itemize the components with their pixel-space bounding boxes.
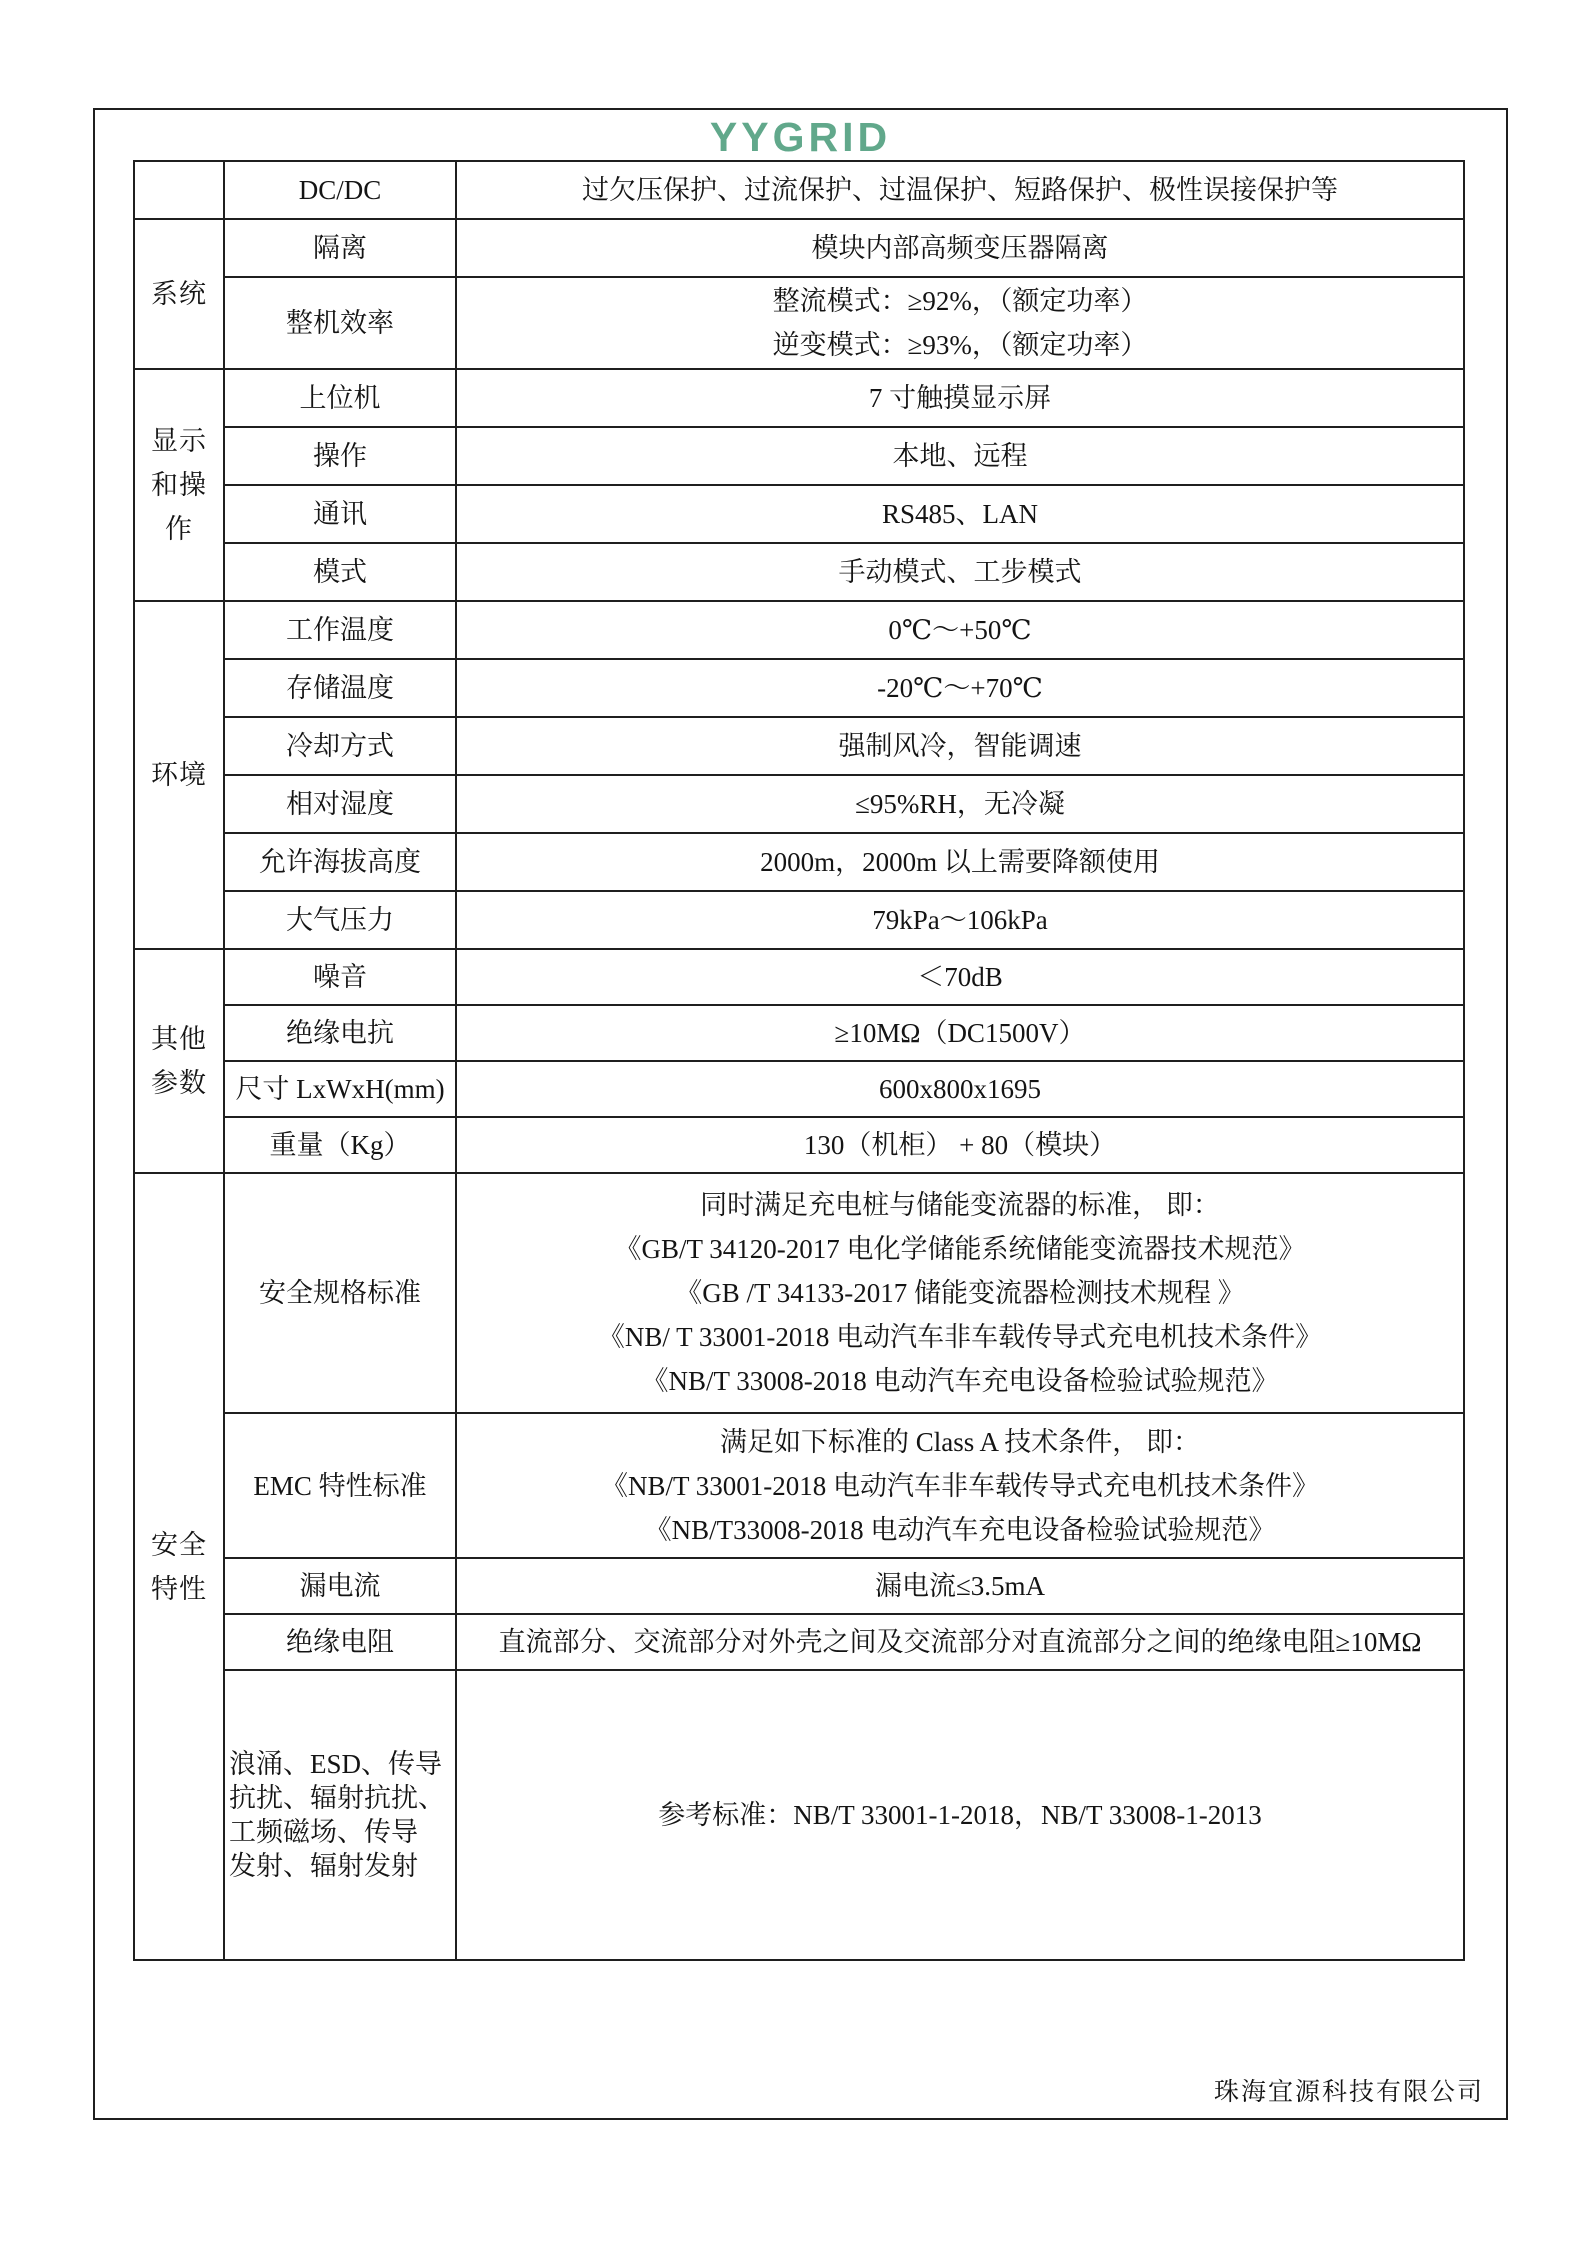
param-cell [224, 219, 456, 277]
category-label: 安全 [151, 1529, 207, 1560]
value-cell [456, 1173, 1464, 1413]
category-label: 系统 [151, 279, 207, 309]
value-text: 满足如下标准的 Class A 技术条件， 即： [719, 1426, 1201, 1457]
table-row [134, 219, 1464, 277]
table-row [134, 369, 1464, 427]
param-label: 噪音 [313, 962, 367, 992]
value-text: 《NB/ T 33001-2018 电动汽车非车载传导式充电机技术条件》 [597, 1322, 1323, 1352]
value-cell [456, 1061, 1464, 1117]
table-row [134, 1061, 1464, 1117]
value-cell [456, 543, 1464, 601]
param-cell [224, 659, 456, 717]
table-row [134, 1117, 1464, 1173]
table-row [134, 717, 1464, 775]
value-cell [456, 369, 1464, 427]
table-row [134, 833, 1464, 891]
value-cell [456, 485, 1464, 543]
value-text: ≤95%RH，无冷凝 [855, 789, 1065, 819]
value-text: -20℃～+70℃ [877, 673, 1043, 703]
param-label: 工频磁场、传导 [229, 1817, 418, 1847]
param-label: 浪涌、ESD、传导 [229, 1749, 443, 1779]
param-cell [224, 543, 456, 601]
value-cell [456, 1117, 1464, 1173]
category-cell-system [134, 219, 224, 369]
spec-table [133, 160, 1465, 1961]
value-text: ＜70dB [917, 962, 1003, 992]
table-row [134, 427, 1464, 485]
param-label: 冷却方式 [286, 731, 394, 761]
param-cell [224, 1558, 456, 1614]
value-text: 整流模式：≥92%，（额定功率） [772, 286, 1148, 316]
param-label: 尺寸 LxWxH(mm) [235, 1074, 445, 1104]
page-border [93, 108, 1508, 2120]
param-label: 绝缘电抗 [286, 1018, 394, 1048]
value-text: 2000m，2000m 以上需要降额使用 [760, 847, 1160, 877]
param-cell [224, 1614, 456, 1670]
value-text: 79kPa～106kPa [872, 905, 1048, 935]
table-row [134, 601, 1464, 659]
param-cell [224, 833, 456, 891]
category-label: 其他 [151, 1024, 207, 1054]
value-text: 600x800x1695 [879, 1074, 1041, 1104]
value-cell [456, 659, 1464, 717]
value-cell [456, 775, 1464, 833]
param-cell [224, 891, 456, 949]
value-cell [456, 891, 1464, 949]
category-cell-empty [134, 161, 224, 219]
value-text: 漏电流≤3.5mA [874, 1571, 1046, 1601]
param-label: EMC 特性标准 [253, 1470, 427, 1501]
value-text: RS485、LAN [881, 499, 1038, 529]
param-label: 相对湿度 [286, 789, 394, 819]
param-label: 漏电流 [299, 1571, 381, 1601]
param-label: 隔离 [313, 233, 367, 263]
value-cell [456, 1670, 1464, 1960]
table-row [134, 949, 1464, 1005]
param-cell [224, 1061, 456, 1117]
value-text: 模块内部高频变压器隔离 [811, 233, 1109, 263]
value-text: 《GB/T 34120-2017 电化学储能系统储能变流器技术规范》 [614, 1234, 1306, 1264]
category-cell-safety [134, 1173, 224, 1960]
param-label: 模式 [313, 557, 367, 587]
table-row [134, 1173, 1464, 1413]
param-cell [224, 1413, 456, 1558]
param-cell [224, 1173, 456, 1413]
param-cell-emc-immunity [224, 1670, 456, 1960]
param-label: 操作 [313, 441, 367, 471]
table-row [134, 775, 1464, 833]
param-label: DC/DC [298, 175, 382, 205]
value-text: 《GB /T 34133-2017 储能变流器检测技术规程 》 [675, 1278, 1245, 1308]
value-text: 《NB/T 33001-2018 电动汽车非车载传导式充电机技术条件》 [600, 1470, 1319, 1501]
param-cell [224, 1005, 456, 1061]
value-text: 0℃～+50℃ [888, 615, 1032, 645]
param-cell [224, 717, 456, 775]
table-row [134, 485, 1464, 543]
param-label: 上位机 [299, 383, 381, 413]
value-text: 过欠压保护、过流保护、过温保护、短路保护、极性误接保护等 [582, 175, 1338, 205]
category-label: 参数 [151, 1068, 207, 1098]
value-text: 《NB/T 33008-2018 电动汽车充电设备检验试验规范》 [641, 1366, 1279, 1396]
value-text: 直流部分、交流部分对外壳之间及交流部分对直流部分之间的绝缘电阻≥10MΩ [498, 1627, 1422, 1657]
value-text: 同时满足充电桩与储能变流器的标准， 即： [700, 1190, 1220, 1220]
category-label: 显示 [151, 426, 207, 456]
category-label: 作 [165, 514, 193, 544]
table-row [134, 1614, 1464, 1670]
category-cell-display-operation [134, 369, 224, 601]
param-label: 抗扰、辐射抗扰、 [229, 1783, 445, 1813]
table-row [134, 1558, 1464, 1614]
param-cell [224, 1117, 456, 1173]
param-label: 存储温度 [286, 673, 394, 703]
param-cell [224, 485, 456, 543]
footer-company: 珠海宜源科技有限公司 [1213, 2079, 1484, 2106]
value-cell [456, 601, 1464, 659]
table-row [134, 1670, 1464, 1960]
param-label: 安全规格标准 [259, 1278, 421, 1308]
category-label: 特性 [151, 1573, 207, 1604]
category-label: 和操 [151, 470, 207, 500]
value-cell [456, 1413, 1464, 1558]
value-cell [456, 1558, 1464, 1614]
value-cell [456, 219, 1464, 277]
value-cell [456, 717, 1464, 775]
param-label: 重量（Kg） [269, 1130, 411, 1160]
param-cell [224, 601, 456, 659]
param-label: 发射、辐射发射 [229, 1851, 418, 1881]
table-row [134, 161, 1464, 219]
param-cell [224, 427, 456, 485]
table-row [134, 891, 1464, 949]
value-cell [456, 1005, 1464, 1061]
param-multiline [225, 1731, 455, 1899]
param-cell [224, 161, 456, 219]
value-cell [456, 833, 1464, 891]
table-row [134, 1005, 1464, 1061]
value-cell [456, 161, 1464, 219]
value-text: 130（机柜） + 80（模块） [803, 1130, 1117, 1160]
param-label: 工作温度 [286, 615, 394, 645]
value-text: ≥10MΩ（DC1500V） [834, 1018, 1086, 1048]
value-cell [456, 427, 1464, 485]
param-cell [224, 369, 456, 427]
table-row [134, 543, 1464, 601]
param-cell [224, 775, 456, 833]
category-label: 环境 [151, 760, 207, 790]
param-label: 大气压力 [286, 905, 394, 935]
table-row [134, 277, 1464, 369]
value-text: 7 寸触摸显示屏 [868, 383, 1052, 413]
value-cell [456, 1614, 1464, 1670]
param-cell [224, 277, 456, 369]
param-label: 通讯 [313, 499, 367, 529]
value-text: 本地、远程 [892, 441, 1028, 471]
category-cell-other-params [134, 949, 224, 1173]
value-cell [456, 277, 1464, 369]
brand-logo: YYGRID [709, 114, 892, 160]
value-text: 强制风冷，智能调速 [838, 731, 1082, 761]
value-text: 参考标准：NB/T 33001-1-2018，NB/T 33008-1-2013 [658, 1800, 1262, 1830]
value-text: 《NB/T33008-2018 电动汽车充电设备检验试验规范》 [644, 1514, 1276, 1545]
value-cell [456, 949, 1464, 1005]
table-row [134, 659, 1464, 717]
value-text: 手动模式、工步模式 [838, 557, 1082, 587]
param-label: 允许海拔高度 [259, 847, 421, 877]
category-cell-environment [134, 601, 224, 949]
param-label: 整机效率 [286, 308, 394, 338]
param-cell [224, 949, 456, 1005]
table-row [134, 1413, 1464, 1558]
param-label: 绝缘电阻 [286, 1627, 394, 1657]
value-text: 逆变模式：≥93%，（额定功率） [772, 330, 1148, 360]
